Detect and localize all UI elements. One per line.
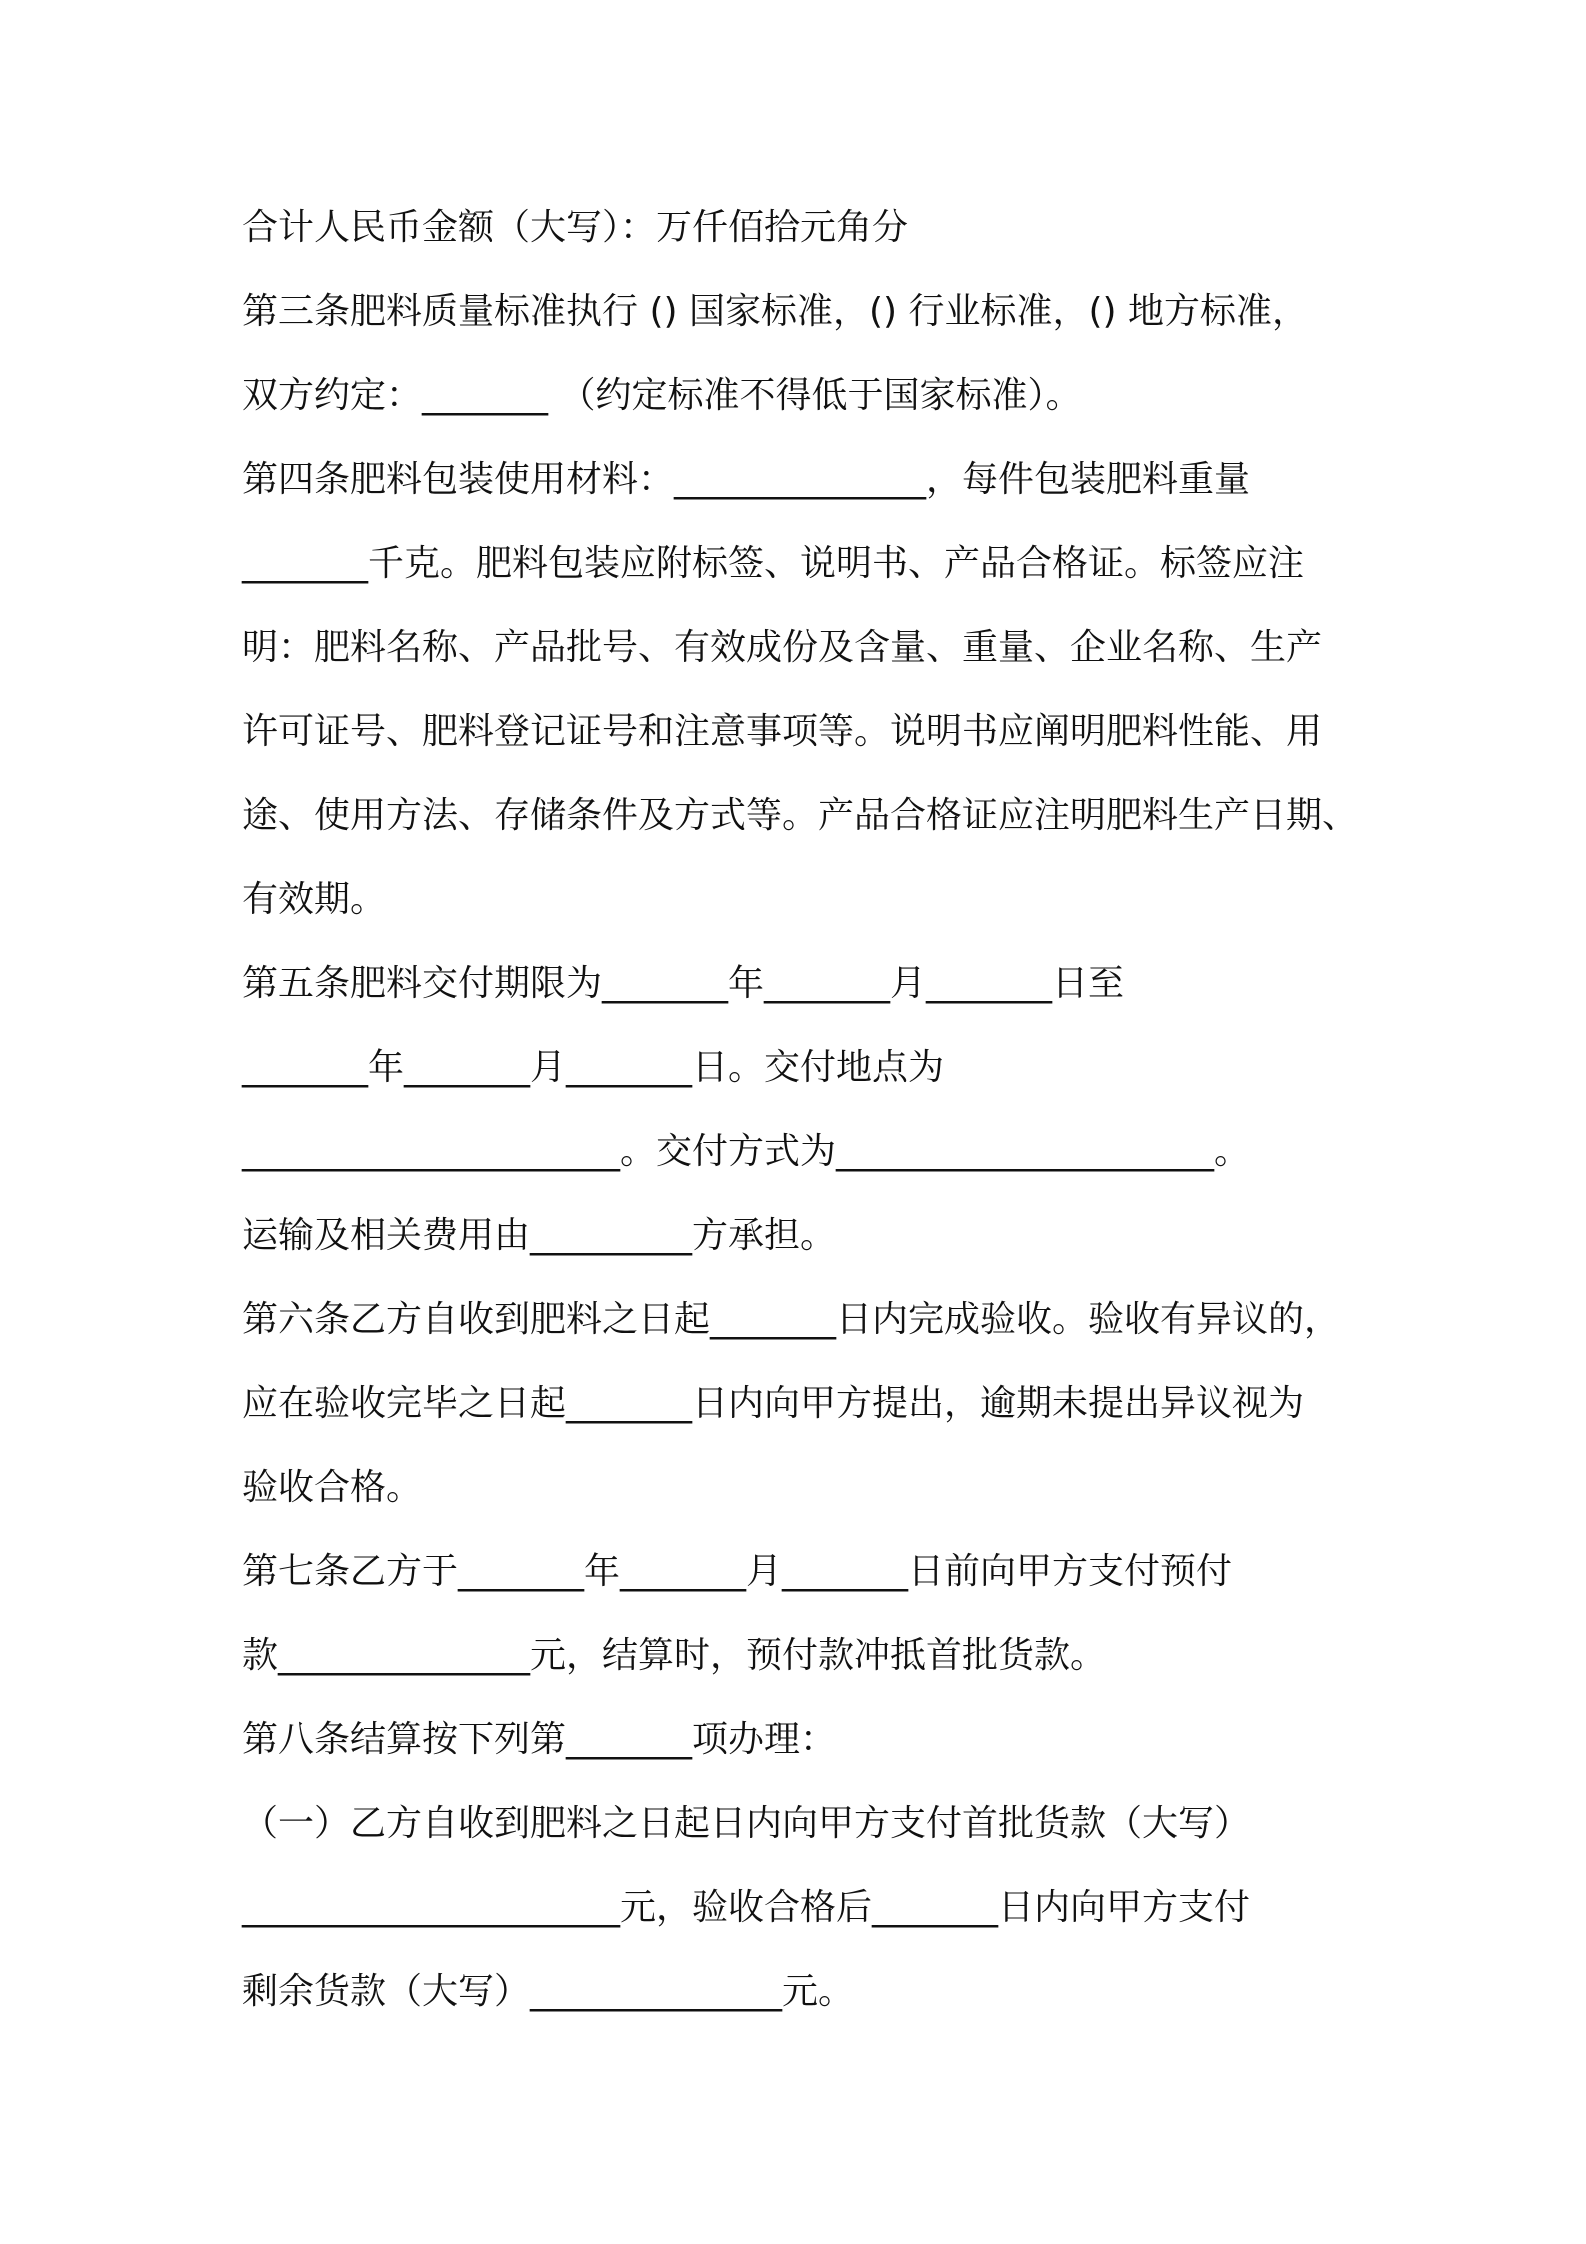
text-line: _______年_______月_______日。交付地点为 [242, 1047, 945, 1088]
text-line: 第五条肥料交付期限为_______年_______月_______日至 [242, 963, 1125, 1004]
text-line: 款______________元，结算时，预付款冲抵首批货款。 [242, 1635, 1107, 1676]
text-line: 剩余货款（大写）______________元。 [242, 1971, 855, 2012]
text-line: 双方约定：_______ （约定标准不得低于国家标准）。 [242, 375, 1082, 416]
text-line: _____________________。交付方式为_____________________。 [242, 1131, 1251, 1172]
text-line: 有效期。 [242, 879, 387, 920]
text-line: 合计人民币金额（大写）：万仟佰拾元角分 [242, 207, 909, 248]
text-line: 途、使用方法、存储条件及方式等。产品合格证应注明肥料生产日期、 [242, 795, 1359, 836]
text-line: 运输及相关费用由_________方承担。 [242, 1215, 837, 1256]
text-line: 第三条肥料质量标准执行 () 国家标准，() 行业标准，() 地方标准， [242, 291, 1309, 332]
text-line: 第七条乙方于_______年_______月_______日前向甲方支付预付 [242, 1551, 1233, 1592]
text-line: 第四条肥料包装使用材料：______________，每件包装肥料重量 [242, 459, 1251, 500]
text-line: （一）乙方自收到肥料之日起日内向甲方支付首批货款（大写） [242, 1803, 1251, 1844]
text-line: 第六条乙方自收到肥料之日起_______日内完成验收。验收有异议的， [242, 1299, 1341, 1340]
text-line: 应在验收完毕之日起_______日内向甲方提出，逾期未提出异议视为 [242, 1383, 1305, 1424]
text-line: 第八条结算按下列第_______项办理： [242, 1719, 837, 1760]
text-line: _____________________元，验收合格后_______日内向甲方支付 [242, 1887, 1251, 1928]
text-line: 许可证号、肥料登记证号和注意事项等。说明书应阐明肥料性能、用 [242, 711, 1323, 752]
text-line: _______千克。肥料包装应附标签、说明书、产品合格证。标签应注 [242, 543, 1305, 584]
text-line: 明：肥料名称、产品批号、有效成份及含量、重量、企业名称、生产 [242, 627, 1323, 668]
text-line: 验收合格。 [242, 1467, 423, 1508]
